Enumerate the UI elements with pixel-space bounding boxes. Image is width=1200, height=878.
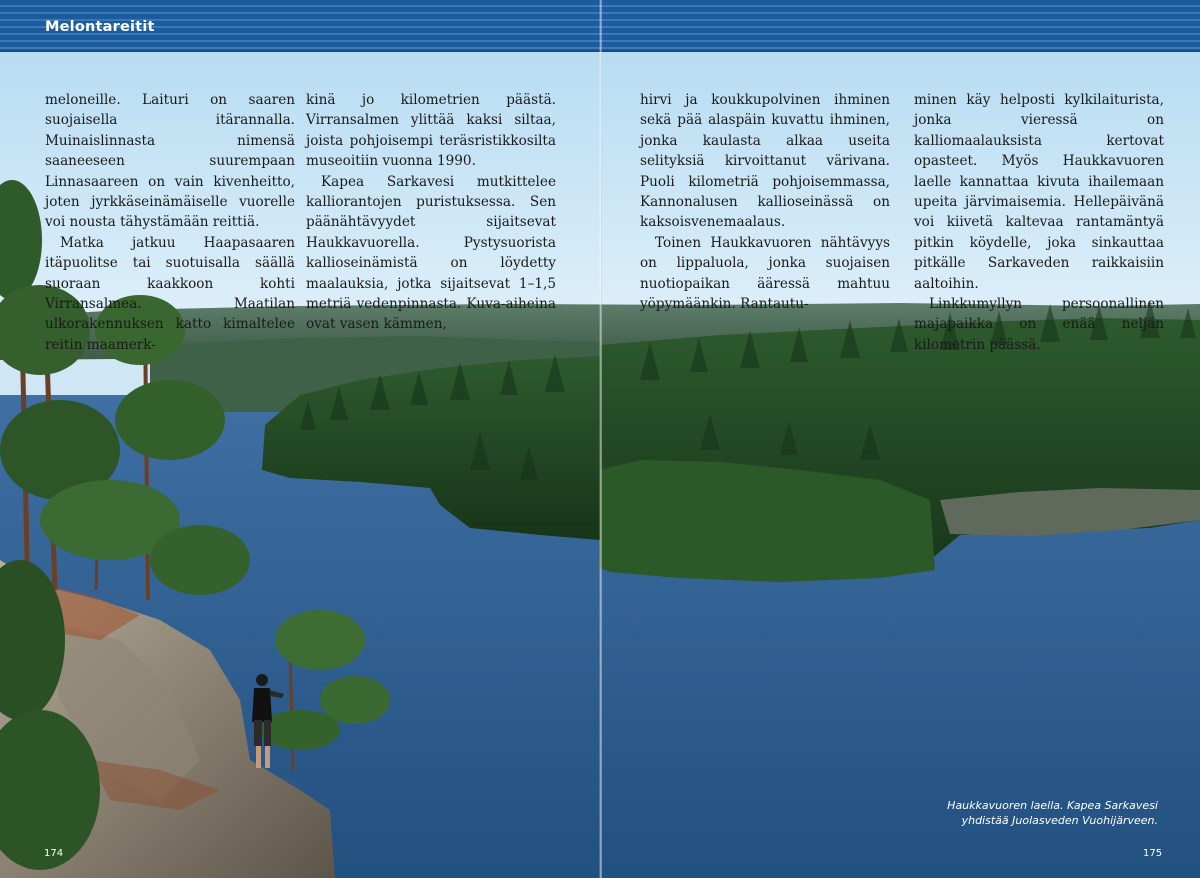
book-gutter — [599, 0, 602, 878]
text-column-1 — [45, 90, 295, 355]
page-number-left: 174 — [44, 848, 64, 859]
paragraph: hirvi ja koukkupolvinen ihminen sekä pää alaspäin kuvattu ihminen, jonka kaulasta alkaa useita selityksiä kirvoittanut värivana. Puoli kilometriä pohjoisemmassa, Kannonalusen kallioseinässä on kaksoisvenemaalaus. — [640, 92, 890, 231]
text-column-4 — [914, 90, 1164, 355]
paragraph: meloneille. Laituri on saaren suojaisella itärannalla. Muinaislinnasta nimensä saaneeseen suurempaan Linnasaareen on vain kivenheitto, joten jyrkkäseinämäiselle vuorelle voi nousta tähystämään reittiä. — [45, 92, 295, 231]
paragraph: Toinen Haukkavuoren nähtävyys on lippaluola, jonka suojaisen nuotiopaikan ääressä mahtuu yöpymäänkin. Rantautu- — [640, 234, 890, 313]
paragraph: Matka jatkuu Haapasaaren itäpuolitse tai suotuisalla säällä suoraan kaakkoon kohti Virransalmea. Maatilan ulkorakennuksen katto kimaltelee reitin maamerk- — [45, 234, 295, 353]
paragraph: Kapea Sarkavesi mutkittelee kalliorantojen puristuksessa. Sen päänähtävyydet sijaitsevat Haukkavuorella. Pystysuorista kallioseinämistä on löydetty maalauksia, jotka sijaitsevat 1–1,5 metriä vedenpinnasta. Kuva-aiheina ovat vasen kämmen, — [306, 173, 556, 333]
text-column-3 — [640, 90, 890, 314]
caption-line: yhdistää Juolasveden Vuohijärveen. — [961, 814, 1158, 827]
paragraph: minen käy helposti kylkilaiturista, jonka vieressä on kalliomaalauksista kertovat opasteet. Myös Haukkavuoren laelle kannattaa kivuta ihailemaan upeita järvimaisemia. Hellepäivänä voi kiivetä kaltevaa rantamäntyä pitkin köydelle, joka sinkauttaa pitkälle Sarkaveden raikkaisiin aaltoihin. — [914, 92, 1164, 292]
text-column-2 — [306, 90, 556, 335]
paragraph: Linkkumyllyn persoonallinen majapaikka on enää neljän kilometrin päässä. — [914, 296, 1164, 353]
caption-line: Haukkavuoren laella. Kapea Sarkavesi — [947, 799, 1158, 812]
section-title: Melontareitit — [45, 19, 155, 35]
photo-caption — [898, 798, 1158, 828]
paragraph: kinä jo kilometrien päästä. Virransalmen ylittää kaksi siltaa, joista pohjoisempi teräsristikkosilta museoitiin vuonna 1990. — [306, 92, 556, 170]
page-number-right: 175 — [1143, 848, 1163, 859]
